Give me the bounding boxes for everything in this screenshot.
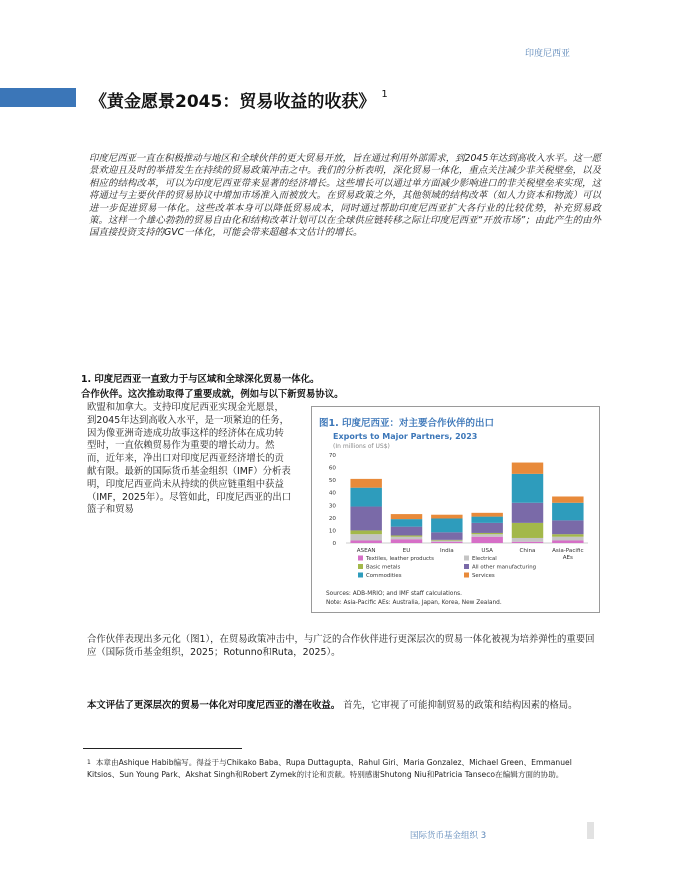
bar-segment <box>431 515 462 519</box>
figure-note: Note: Asia-Pacific AEs: Australia, Japan, Korea, New Zealand. <box>326 600 502 606</box>
footnote-divider <box>83 748 242 749</box>
bar-segment <box>350 488 381 507</box>
section-subheading: 合作伙伴。这次推动取得了重要成就，例如与以下新贸易协议。 <box>81 389 344 400</box>
bar-segment <box>471 517 502 523</box>
title-text: 《黄金愿景2045：贸易收益的收获》 <box>90 92 376 112</box>
x-tick-label: India <box>439 548 454 554</box>
chart-subtitle: (In millions of US$) <box>333 443 390 450</box>
y-tick-label: 60 <box>328 465 336 472</box>
bar-segment <box>512 538 543 542</box>
bar-segment <box>350 534 381 540</box>
y-tick-label: 70 <box>328 453 336 459</box>
y-tick-label: 10 <box>328 528 336 535</box>
paragraph-3-rest: 首先，它审视了可能抑制贸易的政策和结构因素的格局。 <box>340 700 578 711</box>
title-footnote-ref[interactable]: 1 <box>381 89 388 100</box>
x-tick-label: ASEAN <box>356 548 376 554</box>
x-tick-label: China <box>519 548 536 554</box>
legend-swatch <box>358 556 363 561</box>
bar-segment <box>431 540 462 541</box>
bar-segment <box>350 479 381 488</box>
bar-segment <box>552 503 583 521</box>
legend-label: Electrical <box>472 556 497 562</box>
bar-segment <box>512 474 543 503</box>
legend-swatch <box>464 573 469 578</box>
bar-segment <box>350 530 381 534</box>
bar-segment <box>512 542 543 543</box>
bar-segment <box>552 496 583 502</box>
x-tick-label: EU <box>402 548 411 554</box>
bar-segment <box>512 523 543 538</box>
x-tick-label: USA <box>481 548 493 554</box>
bar-segment <box>552 540 583 543</box>
bar-segment <box>512 463 543 474</box>
footnote-number: 1 <box>87 759 91 766</box>
bar-segment <box>471 534 502 537</box>
bar-segment <box>552 520 583 534</box>
body-paragraph-left: 欧盟和加拿大。支持印度尼西亚实现金光愿景，到2045年达到高收入水平，是一项紧迫的任务，因为像亚洲奇迹成功故事这样的经济体在成功转型时，一直依赖贸易作为重要的增长动力。然而，近年来，净出口对印度尼西亚经济增长的贡献有限。最新的国际货币基金组织（IMF）分析表明，印度尼西亚尚未从持续的供应链重组中获益（IMF，2025年）。尽管如此，印度尼西亚的出口篮子和贸易 <box>87 402 292 516</box>
bar-segment <box>471 523 502 533</box>
bar-segment <box>431 540 462 541</box>
page-footer: 国际货币基金组织 3 <box>410 831 487 841</box>
footnote-text: 本章由Ashique Habib编写。得益于与Chikako Baba、Rupa Duttagupta、Rahul Giri、Maria Gonzalez、Michael Green、Emmanuel Kitsios、Sun Young Park、Akshat Singh和Robert Zymek的讨论和贡献。特别感谢Shutong Niu和Patricia Tanseco在编辑方面的协助。 <box>87 758 572 779</box>
bar-segment <box>471 513 502 517</box>
y-tick-label: 0 <box>332 541 336 547</box>
paragraph-3-lead: 本文评估了更深层次的贸易一体化对印度尼西亚的潜在收益。 <box>87 700 341 711</box>
chart-title: Exports to Major Partners, 2023 <box>333 432 478 441</box>
body-paragraph-3 <box>87 699 601 712</box>
bar-segment <box>350 540 381 543</box>
bar-segment <box>391 539 422 543</box>
bar-segment <box>391 519 422 527</box>
legend-swatch <box>358 564 363 569</box>
section-heading: 1. 印度尼西亚一直致力于与区域和全球深化贸易一体化。 <box>81 374 320 385</box>
legend-swatch <box>464 564 469 569</box>
legend-label: Services <box>472 573 495 579</box>
legend-swatch <box>358 573 363 578</box>
figure-sources: Sources: ADB-MRIO; and IMF staff calculations. <box>326 591 462 597</box>
bar-segment <box>391 527 422 536</box>
abstract-paragraph: 印度尼西亚一直在积极推动与地区和全球伙伴的更大贸易开放，旨在通过利用外部需求，到2045年达到高收入水平。这一愿景欢迎且及时的举措发生在持续的贸易政策冲击之中。我们的分析表明，深化贸易一体化，重点关注减少非关税壁垒，以及相应的结构改革，可以为印度尼西亚带来显著的经济增长。这些增长可以通过单方面减少影响进口的非关税壁垒来实现，这将通过与主要伙伴的贸易协议中增加市场准入而被放大。在贸易政策之外，其他领域的结构改革（如人力资本和物流）可以进一步促进贸易一体化。这些改革本身可以降低贸易成本，同时通过帮助印度尼西亚扩大各行业的比较优势，补充贸易政策。这样一个雄心勃勃的贸易自由化和结构改革计划可以在全球供应链转移之际让印度尼西亚“开放市场”；由此产生的由外国直接投资支持的GVC一体化，可能会带来超越本文估计的增长。 <box>89 153 601 239</box>
legend-label: All other manufacturing <box>472 564 537 571</box>
bar-segment <box>552 534 583 537</box>
bar-segment <box>391 514 422 519</box>
figure-label: 图1. 印度尼西亚：对主要合作伙伴的出口 <box>319 418 495 429</box>
running-header-country: 印度尼西亚 <box>524 49 570 59</box>
exports-chart <box>312 407 599 612</box>
bar-segment <box>471 533 502 534</box>
y-tick-label: 50 <box>328 478 336 485</box>
bar-segment <box>512 503 543 523</box>
legend-label: Commodities <box>366 573 402 579</box>
bar-segment <box>350 507 381 531</box>
legend-label: Basic metals <box>366 564 401 571</box>
bar-segment <box>431 518 462 532</box>
bar-segment <box>391 535 422 536</box>
y-tick-label: 30 <box>328 503 336 510</box>
bar-segment <box>471 537 502 543</box>
y-tick-label: 20 <box>328 515 336 522</box>
footnote <box>87 757 592 781</box>
y-tick-label: 40 <box>328 490 336 497</box>
document-title <box>90 87 388 112</box>
figure-1 <box>311 406 600 613</box>
legend-swatch <box>464 556 469 561</box>
bar-segment <box>431 542 462 543</box>
footer-page-marker <box>587 822 594 839</box>
title-accent-bar <box>0 88 76 107</box>
bar-segment <box>391 537 422 540</box>
bar-segment <box>431 532 462 540</box>
body-paragraph-2: 合作伙伴表现出多元化（图1），在贸易政策冲击中，与广泛的合作伙伴进行更深层次的贸易一体化被视为培养弹性的重要回应（国际货币基金组织，2025；Rotunno和Ruta，2025）。 <box>87 634 595 658</box>
x-tick-label: Asia-Pacific AEs <box>552 548 584 561</box>
bar-segment <box>552 537 583 541</box>
legend-label: Textiles, leather products <box>366 556 434 562</box>
